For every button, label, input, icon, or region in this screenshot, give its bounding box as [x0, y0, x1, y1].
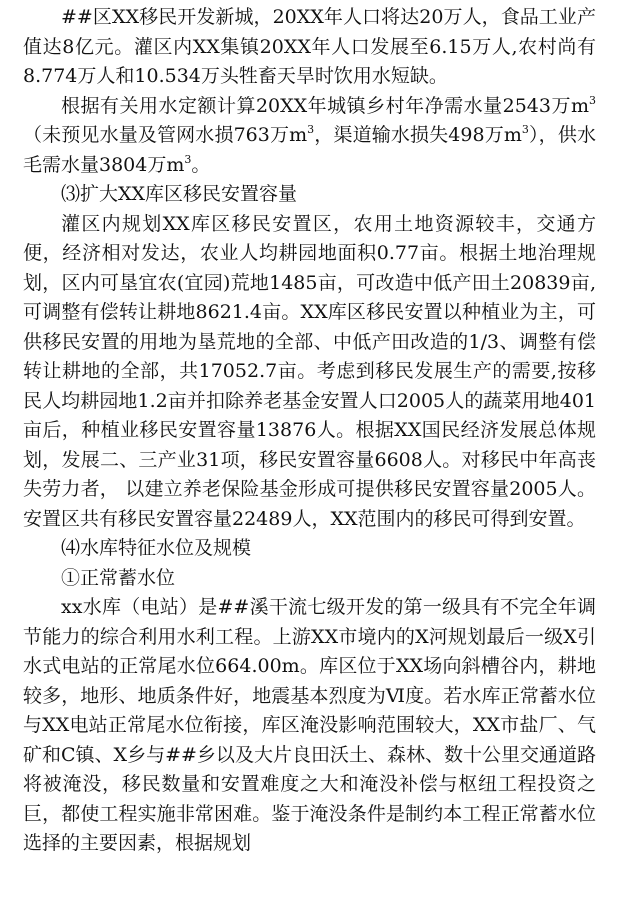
water-demand-text-2: （未预见水量及管网水损763万m	[23, 124, 308, 146]
section-heading-reservoir-levels: ⑷水库特征水位及规模	[61, 537, 252, 559]
paragraph-resettlement: 灌区内规划XX库区移民安置区，农用土地资源较丰，交通方便，经济相对发达，农业人均耕园地面积0.77亩。根据土地治理规划，区内可垦宜农(宜园)荒地1485亩，可改造中低产田土20839亩,可调整有偿转让耕地8621.4亩。XX库区移民安置以种植业为主，可供移民安置的用地为垦荒地的全部、中低产田改造的1/3、调整有偿转让耕地的全部，共17052.7亩。考虑到移民发展生产的需要,按移民人均耕园地1.2亩并扣除养老基金安置人口2005人的蔬菜用地401亩后，种植业移民安置容量13876人。根据XX国民经济发展总体规划，发展二、三产业31项，移民安置容量6608人。对移民中年高丧失劳力者， 以建立养老保险基金形成可提供移民安置容量2005人。安置区共有移民安置容量22489人，XX范围内的移民可得到安置。	[23, 212, 596, 530]
superscript-3: 3	[307, 123, 315, 136]
water-demand-text-4: ），供水毛需水量3804万m	[23, 124, 596, 176]
paragraph-water-demand	[23, 92, 596, 181]
subsection-heading-normal-level: ①正常蓄水位	[61, 566, 176, 589]
section-heading-resettlement: ⑶扩大XX库区移民安置容量	[61, 183, 298, 205]
superscript-3: 3	[589, 93, 596, 107]
water-demand-text-1: 根据有关用水定额计算20XX年城镇乡村年净需水量2543万m	[61, 94, 589, 117]
superscript-3: 3	[184, 152, 192, 166]
water-demand-text-5: 。	[191, 153, 211, 176]
superscript-3: 3	[521, 123, 529, 136]
paragraph-reservoir: xx水库（电站）是##溪干流七级开发的第一级具有不完全年调节能力的综合利用水利工程。上游XX市境内的X河规划最后一级X引水式电站的正常尾水位664.00m。库区位于XX场向斜槽谷内，耕地较多，地形、地质条件好，地震基本烈度为Ⅵ度。若水库正常蓄水位与XX电站正常尾水位衔接，库区淹没影响范围较大，XX市盐厂、气矿和C镇、X乡与##乡以及大片良田沃土、森林、数十公里交通道路将被淹没，移民数量和安置难度之大和淹没补偿与枢纽工程投资之巨，都使工程实施非常困难。鉴于淹没条件是制约本工程正常蓄水位选择的主要因素，根据规划	[23, 596, 596, 854]
paragraph-population: ##区XX移民开发新城，20XX年人口将达20万人，食品工业产值达8亿元。灌区内XX集镇20XX年人口发展至6.15万人,农村尚有8.774万人和10.534万头牲畜天旱时饮用水短缺。	[23, 6, 596, 87]
water-demand-text-3: ，渠道输水损失498万m	[314, 124, 522, 146]
